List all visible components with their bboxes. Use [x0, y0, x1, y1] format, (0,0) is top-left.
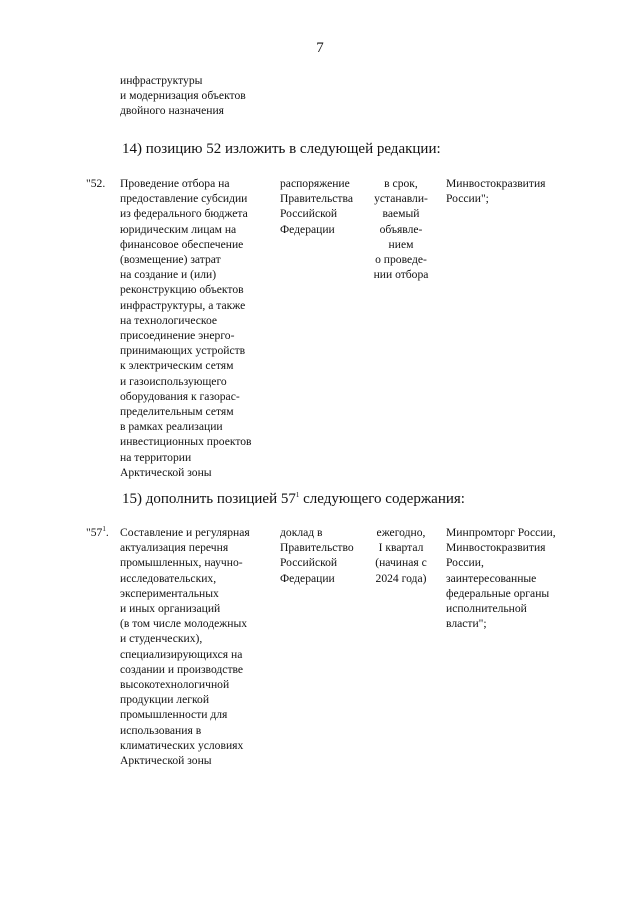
row-57-1-responsible [446, 525, 556, 631]
row-57-1-measure [120, 525, 250, 768]
measure-line: на технологическое [120, 313, 218, 327]
measure-line: использования в [120, 723, 202, 737]
deadline-line: I квартал [378, 541, 424, 555]
deadline-line: нием [388, 237, 414, 251]
page-number: 7 [316, 40, 324, 56]
deadline-line: ежегодно, [376, 526, 426, 539]
deadline-line: устанавли- [374, 192, 428, 206]
section-14-heading: 14) позицию 52 изложить в следующей редакции: [122, 141, 441, 157]
deadline-line: нии отбора [373, 268, 429, 282]
row-number-period: . [105, 526, 109, 539]
measure-line: присоединение энерго- [120, 329, 235, 343]
deadline-line: в срок, [384, 177, 418, 190]
measure-line: (в том числе молодежных [120, 617, 248, 631]
measure-line: оборудования к газорас- [120, 389, 240, 403]
measure-line: инвестиционных проектов [120, 435, 252, 449]
top-fragment-line: двойного назначения [120, 104, 224, 118]
responsible-line: Минвостокразвития [446, 541, 546, 555]
top-fragment-line: и модернизация объектов [120, 89, 246, 103]
document-line: Федерации [280, 222, 335, 236]
deadline-line: объявле- [379, 222, 423, 236]
measure-line: и газоиспользующего [120, 374, 227, 388]
deadline-line: 2024 года) [375, 571, 427, 585]
measure-line: и студенческих), [120, 632, 203, 646]
top-fragment-line: инфраструктуры [120, 74, 203, 87]
measure-line: юридическим лицам на [120, 222, 237, 236]
document-line: Российской [280, 207, 338, 221]
measure-line: принимающих устройств [120, 344, 246, 358]
measure-line: реконструкцию объектов [120, 283, 244, 297]
measure-line: создании и производстве [120, 662, 244, 676]
responsible-line: заинтересованные [446, 571, 537, 585]
deadline-line: (начиная с [375, 556, 427, 570]
measure-line: пределительным сетям [120, 405, 234, 419]
row-57-1-deadline [363, 525, 439, 586]
responsible-line: федеральные органы [446, 586, 550, 600]
measure-line: предоставление субсидии [120, 192, 248, 206]
row-52-document [280, 176, 353, 237]
document-line: распоряжение [280, 177, 350, 190]
section-15-heading-text-end: следующего содержания: [299, 491, 465, 507]
section-15-heading [122, 491, 465, 508]
measure-line: из федерального бюджета [120, 207, 248, 221]
responsible-line: Минпромторг России, [446, 526, 556, 539]
measure-line: промышленности для [120, 708, 228, 722]
measure-line: специализирующихся на [120, 647, 243, 661]
row-number-text: "57 [86, 526, 103, 539]
measure-line: на территории [120, 450, 192, 464]
responsible-line: Минвостокразвития [446, 177, 546, 190]
row-57-1-number [86, 525, 109, 540]
row-52-deadline [365, 176, 437, 282]
responsible-line: власти"; [446, 617, 487, 631]
responsible-line: исполнительной [446, 602, 527, 616]
row-57-1-document [280, 525, 354, 586]
section-15-heading-text: 15) дополнить позицией 57 [122, 491, 296, 507]
document-line: Правительство [280, 541, 354, 555]
measure-line: климатических условиях [120, 738, 244, 752]
document-line: Правительства [280, 192, 353, 206]
row-52-measure [120, 176, 252, 480]
measure-line: инфраструктуры, а также [120, 298, 246, 312]
measure-line: (возмещение) затрат [120, 253, 221, 267]
measure-line: продукции легкой [120, 693, 210, 707]
measure-line: актуализация перечня [120, 541, 229, 555]
row-52-responsible [446, 176, 546, 206]
measure-line: Арктической зоны [120, 465, 212, 479]
measure-line: в рамках реализации [120, 420, 223, 434]
measure-line: к электрическим сетям [120, 359, 234, 373]
measure-line: высокотехнологичной [120, 678, 230, 692]
document-line: доклад в [280, 526, 323, 539]
document-line: Российской [280, 556, 338, 570]
deadline-line: о проведе- [375, 253, 427, 267]
section-15-heading-superscript: 1 [295, 491, 300, 499]
row-number-superscript: 1 [102, 525, 106, 534]
measure-line: на создание и (или) [120, 268, 217, 282]
row-52-number: "52. [86, 177, 106, 190]
responsible-line: России, [446, 556, 484, 570]
document-line: Федерации [280, 571, 335, 585]
deadline-line: ваемый [382, 207, 420, 221]
measure-line: экспериментальных [120, 586, 219, 600]
measure-line: Проведение отбора на [120, 177, 230, 190]
measure-line: финансовое обеспечение [120, 237, 244, 251]
top-fragment [120, 73, 246, 119]
measure-line: Арктической зоны [120, 754, 212, 768]
responsible-line: России"; [446, 192, 489, 206]
measure-line: исследовательских, [120, 571, 217, 585]
measure-line: Составление и регулярная [120, 526, 250, 539]
measure-line: промышленных, научно- [120, 556, 243, 570]
measure-line: и иных организаций [120, 602, 221, 616]
